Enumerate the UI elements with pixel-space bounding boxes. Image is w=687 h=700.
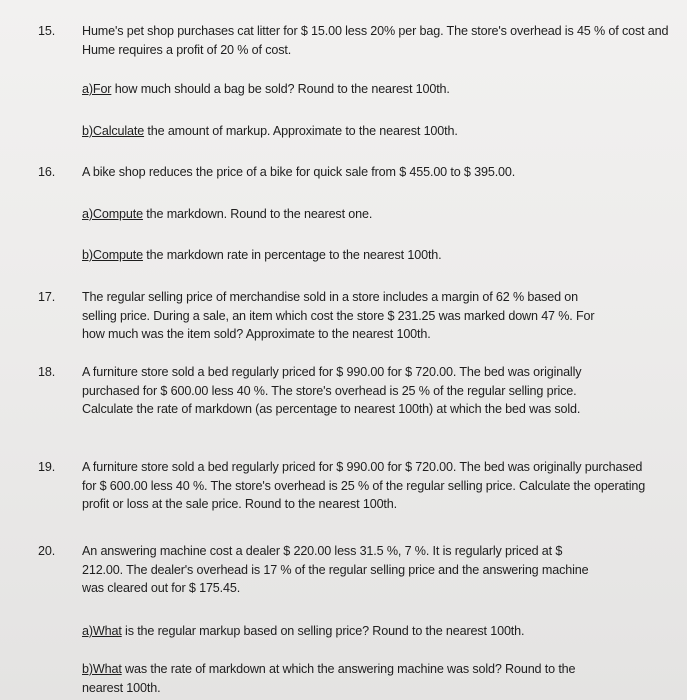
question-19 (38, 458, 652, 514)
question-16-part-a (82, 205, 642, 224)
question-number: 15. (38, 24, 56, 38)
part-lead: b)Compute (82, 248, 143, 262)
question-text: An answering machine cost a dealer $ 220.00 less 31.5 %, 7 %. It is regularly priced at $ 212.00. The dealer's overhead is 17 % of the regular selling price and the answering machine was cleared out for $ 175.45. (82, 544, 589, 595)
question-number: 17. (38, 290, 56, 304)
question-number: 20. (38, 544, 56, 558)
part-lead: b)Calculate (82, 124, 145, 138)
part-lead: a)Compute (82, 207, 143, 221)
question-text: A bike shop reduces the price of a bike for quick sale from $ 455.00 to $ 395.00. (82, 165, 516, 179)
part-text: the amount of markup. Approximate to the nearest 100th. (144, 124, 458, 138)
part-lead: a)For (82, 82, 112, 96)
question-text: The regular selling price of merchandise sold in a store includes a margin of 62 % based on selling price. During a sale, an item which cost the store $ 231.25 was marked down 47 %. For how much was the item sold? Approximate to the nearest 100th. (82, 290, 595, 341)
question-15-part-b (82, 122, 642, 141)
question-16-part-b (82, 246, 642, 265)
question-text: Hume's pet shop purchases cat litter for $ 15.00 less 20% per bag. The store's overhead is 45 % of cost and Hume requires a profit of 20 % of cost. (82, 24, 669, 57)
part-text: the markdown rate in percentage to the nearest 100th. (142, 248, 442, 262)
part-text: is the regular markup based on selling price? Round to the nearest 100th. (121, 624, 525, 638)
question-15 (38, 22, 672, 59)
part-text: was the rate of markdown at which the answering machine was sold? Round to the nearest 100th. (82, 662, 576, 695)
part-lead: b)What (82, 662, 122, 676)
question-text: A furniture store sold a bed regularly priced for $ 990.00 for $ 720.00. The bed was originally purchased for $ 600.00 less 40 %. The store's overhead is 25 % of the regular selling price. Calculate the operating profit or loss at the sale price. Round to the nearest 100th. (82, 460, 646, 511)
part-text: how much should a bag be sold? Round to the nearest 100th. (111, 82, 450, 96)
question-text: A furniture store sold a bed regularly priced for $ 990.00 for $ 720.00. The bed was originally purchased for $ 600.00 less 40 %. The store's overhead is 25 % of the regular selling price. Calculate the rate of markdown (as percentage to nearest 100th) at which the bed was sold. (82, 365, 582, 416)
question-number: 18. (38, 365, 56, 379)
question-20-part-b (82, 660, 612, 697)
question-number: 19. (38, 460, 56, 474)
question-20 (38, 542, 602, 598)
question-20-part-a (82, 622, 642, 641)
question-18 (38, 363, 612, 419)
question-17 (38, 288, 612, 344)
question-16 (38, 163, 662, 182)
question-15-part-a (82, 80, 642, 99)
question-number: 16. (38, 165, 56, 179)
part-lead: a)What (82, 624, 122, 638)
part-text: the markdown. Round to the nearest one. (142, 207, 373, 221)
